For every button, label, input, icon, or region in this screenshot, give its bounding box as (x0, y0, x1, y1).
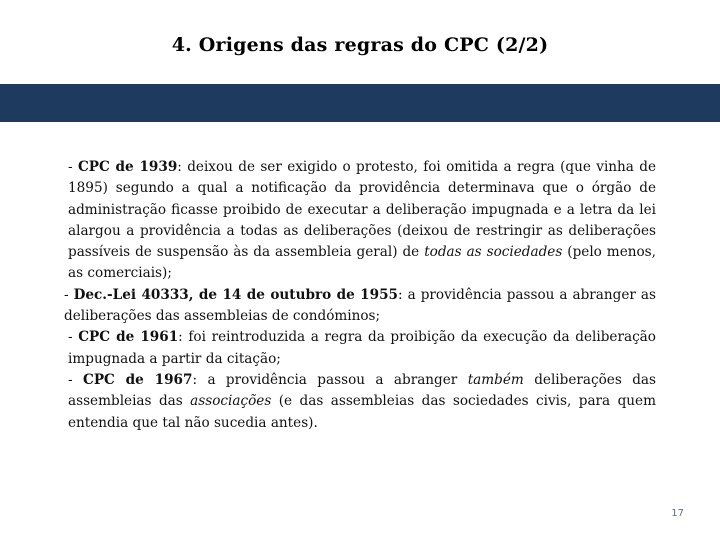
paragraph-text: : foi reintroduzida a regra da proibição da execução da deliberação impugnada a partir da citação; (68, 329, 656, 367)
paragraph-text: (pelo menos, as comerciais); (68, 244, 656, 282)
paragraph-text: deliberações das assembleias das (68, 371, 656, 410)
lead-cpc-1961: CPC de 1961 (78, 329, 179, 346)
slide-title: 4. Origens das regras do CPC (2/2) (171, 34, 549, 56)
lead-dec-lei-1955: Dec.-Lei 40333, de 14 de outubro de 1955 (73, 286, 399, 303)
emphasis-text: todas as sociedades (424, 244, 563, 261)
page-number: 17 (671, 508, 684, 519)
paragraph-text: : a providência passou a abranger (192, 371, 468, 388)
emphasis-text: associações (190, 393, 272, 410)
lead-cpc-1967: CPC de 1967 (83, 371, 193, 388)
bullet-dash: - (68, 159, 78, 175)
bullet-dash: - (68, 329, 79, 346)
lead-cpc-1939: CPC de 1939 (77, 159, 178, 175)
paragraph-text: (e das assembleias das sociedades civis, para quem entendia que tal não sucedia antes). (68, 393, 656, 431)
accent-band (0, 84, 720, 122)
bullet-dash: - (68, 371, 83, 388)
paragraph-cpc-1939 (64, 157, 656, 285)
emphasis-text: também (467, 371, 524, 388)
bullet-dash: - (64, 286, 74, 303)
paragraph-cpc-1961 (64, 327, 656, 370)
paragraph-cpc-1967 (64, 370, 656, 434)
body-text (64, 157, 656, 434)
paragraph-dec-lei-1955 (64, 285, 656, 328)
paragraph-text: : a providência passou a abranger as deliberações das assembleias de condóminos; (64, 286, 656, 325)
paragraph-text: : deixou de ser exigido o protesto, foi omitida a regra (que vinha de 1895) segundo a qual a notificação da providência determinava que o órgão de administração ficasse proibido de executar a deliberação impugnada e a letra da lei alargou a providência a todas as deliberações (deixou de restringir as deliberações passíveis de suspensão às da assembleia geral) de (68, 159, 656, 261)
